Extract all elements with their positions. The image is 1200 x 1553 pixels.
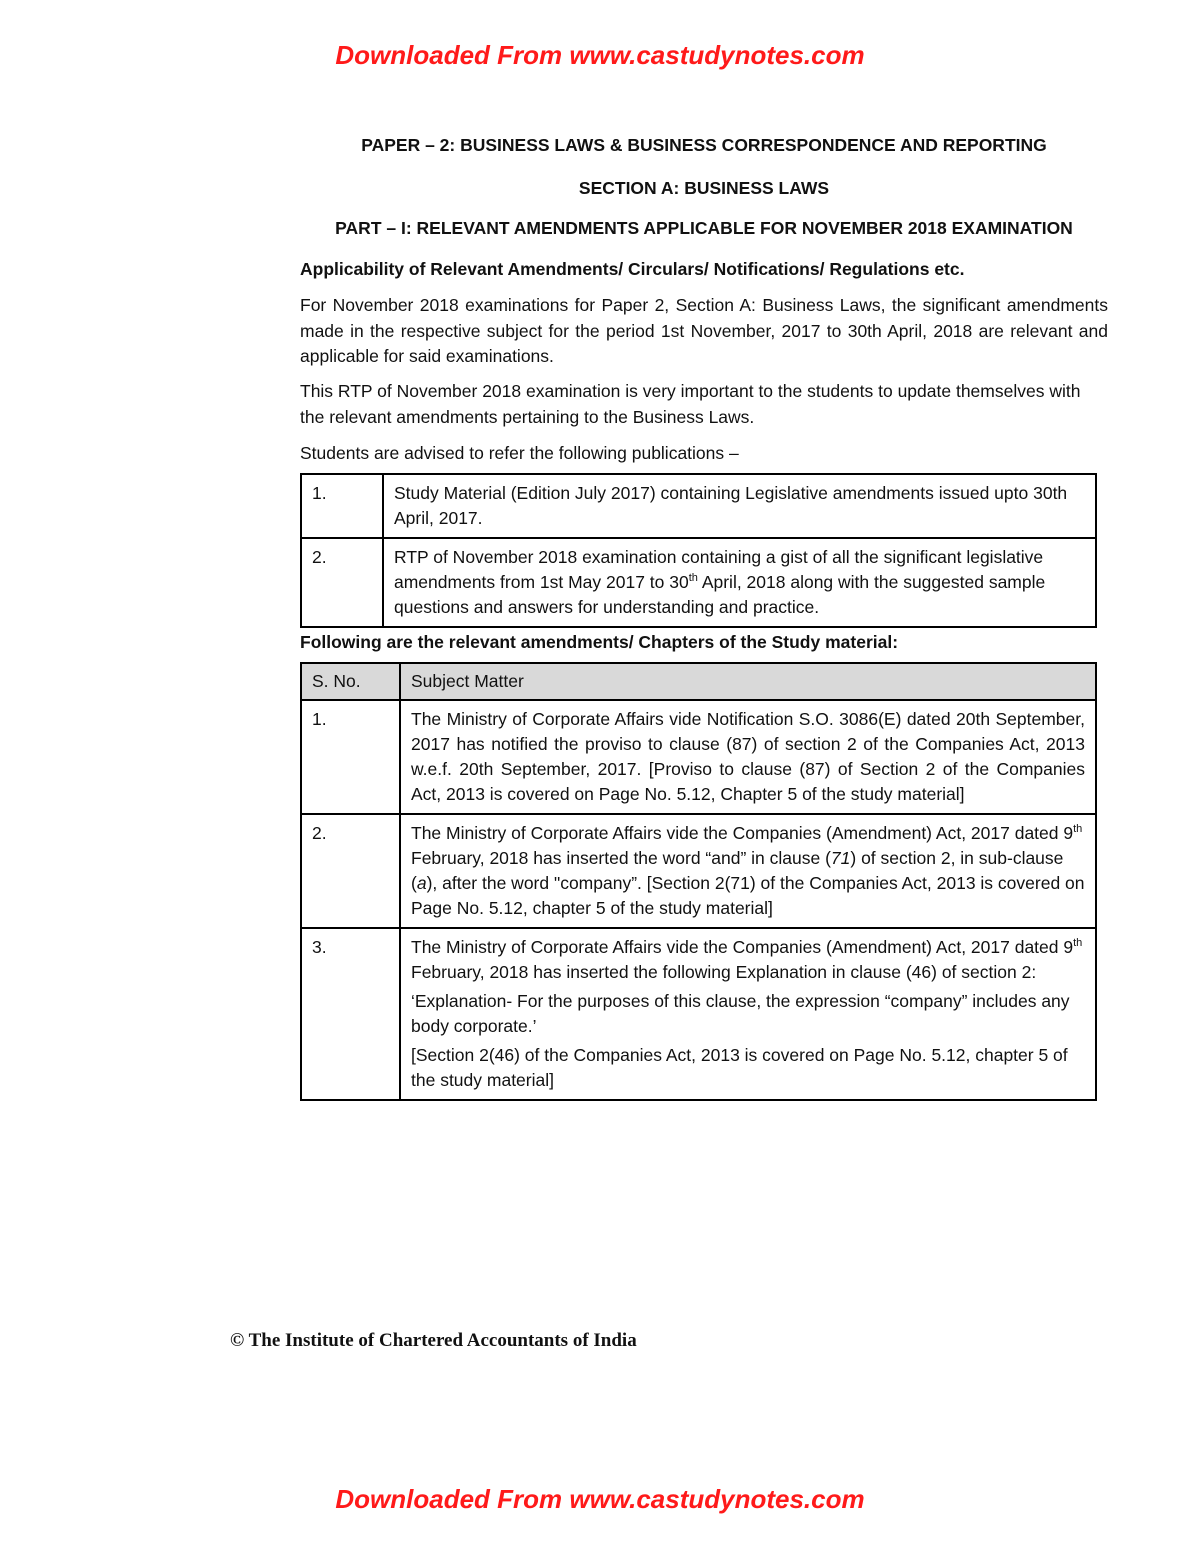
publication-text-part: April, 2018 along with the suggested sample questions and answers for understanding and practice. — [394, 572, 1046, 617]
table-row — [301, 474, 1096, 538]
table-row — [301, 928, 1096, 1100]
publications-table — [300, 473, 1097, 628]
amendment-italic-text: a — [416, 873, 427, 893]
table-row — [301, 538, 1096, 627]
publication-text-part: RTP of November 2018 examination containing a gist of all the significant legislative amendments from 1st May 2017 to 30 — [394, 547, 1044, 592]
amendment-explanation: ‘Explanation- For the purposes of this clause, the expression “company” includes any body corporate.’ — [411, 991, 1070, 1036]
following-heading: Following are the relevant amendments/ Chapters of the Study material: — [300, 632, 899, 652]
copyright-footer: © The Institute of Chartered Accountants of India — [230, 1330, 637, 1351]
part-heading: PART – I: RELEVANT AMENDMENTS APPLICABLE FOR NOVEMBER 2018 EXAMINATION — [335, 218, 1073, 238]
publication-number: 2. — [301, 538, 383, 627]
download-banner-top: Downloaded From www.castudynotes.com — [335, 40, 865, 70]
header-subject-matter: Subject Matter — [400, 663, 1096, 700]
download-banner-bottom: Downloaded From www.castudynotes.com — [335, 1484, 865, 1514]
publication-text: Study Material (Edition July 2017) containing Legislative amendments issued upto 30th April, 2017. — [383, 474, 1096, 538]
amendment-text-part: February, 2018 has inserted the following Explanation in clause (46) of section 2: — [411, 962, 1037, 982]
amendment-text — [400, 814, 1096, 928]
amendment-italic-text: 71 — [830, 848, 851, 868]
amendment-text-part: ) of section 2, in sub-clause ( — [411, 848, 1064, 893]
paragraph-november-exams: For November 2018 examinations for Paper 2, Section A: Business Laws, the significant amendments made in the respective subject for the period 1st November, 2017 to 30th April, 2018 are relevant and applicable for said examinations. — [300, 295, 1108, 366]
amendment-text — [400, 928, 1096, 1100]
superscript: th — [688, 572, 698, 585]
amendment-number: 1. — [301, 700, 400, 814]
amendments-table — [300, 662, 1097, 1101]
table-header-row — [301, 663, 1096, 700]
header-serial-number: S. No. — [301, 663, 400, 700]
amendment-note: [Section 2(46) of the Companies Act, 2013 is covered on Page No. 5.12, chapter 5 of the study material] — [411, 1045, 1068, 1090]
amendment-number: 3. — [301, 928, 400, 1100]
amendment-intro — [411, 935, 1085, 985]
amendment-text-part: The Ministry of Corporate Affairs vide the Companies (Amendment) Act, 2017 dated 9 — [411, 823, 1074, 843]
amendment-text-part: The Ministry of Corporate Affairs vide the Companies (Amendment) Act, 2017 dated 9 — [411, 937, 1074, 957]
amendment-text-part: ), after the word "company”. [Section 2(71) of the Companies Act, 2013 is covered on Page No. 5.12, chapter 5 of the study material] — [411, 873, 1085, 918]
publication-text — [383, 538, 1096, 627]
amendment-text: The Ministry of Corporate Affairs vide Notification S.O. 3086(E) dated 20th September, 2017 has notified the proviso to clause (87) of section 2 of the Companies Act, 2013 w.e.f. 20th September, 2017. [Proviso to clause (87) of Section 2 of the Companies Act, 2013 is covered on Page No. 5.12, Chapter 5 of the study material] — [400, 700, 1096, 814]
table-row — [301, 700, 1096, 814]
paper-heading: PAPER – 2: BUSINESS LAWS & BUSINESS CORRESPONDENCE AND REPORTING — [361, 135, 1047, 155]
section-heading: SECTION A: BUSINESS LAWS — [578, 178, 830, 198]
superscript: th — [1073, 937, 1083, 950]
superscript: th — [1073, 823, 1083, 836]
publication-number: 1. — [301, 474, 383, 538]
amendment-text-part: February, 2018 has inserted the word “and” in clause ( — [411, 848, 831, 868]
paragraph-publications-intro: Students are advised to refer the following publications – — [300, 443, 739, 463]
amendment-number: 2. — [301, 814, 400, 928]
table-row — [301, 814, 1096, 928]
applicability-heading: Applicability of Relevant Amendments/ Circulars/ Notifications/ Regulations etc. — [300, 259, 965, 279]
paragraph-rtp-importance: This RTP of November 2018 examination is very important to the students to update themselves with the relevant amendments pertaining to the Business Laws. — [300, 381, 1081, 427]
